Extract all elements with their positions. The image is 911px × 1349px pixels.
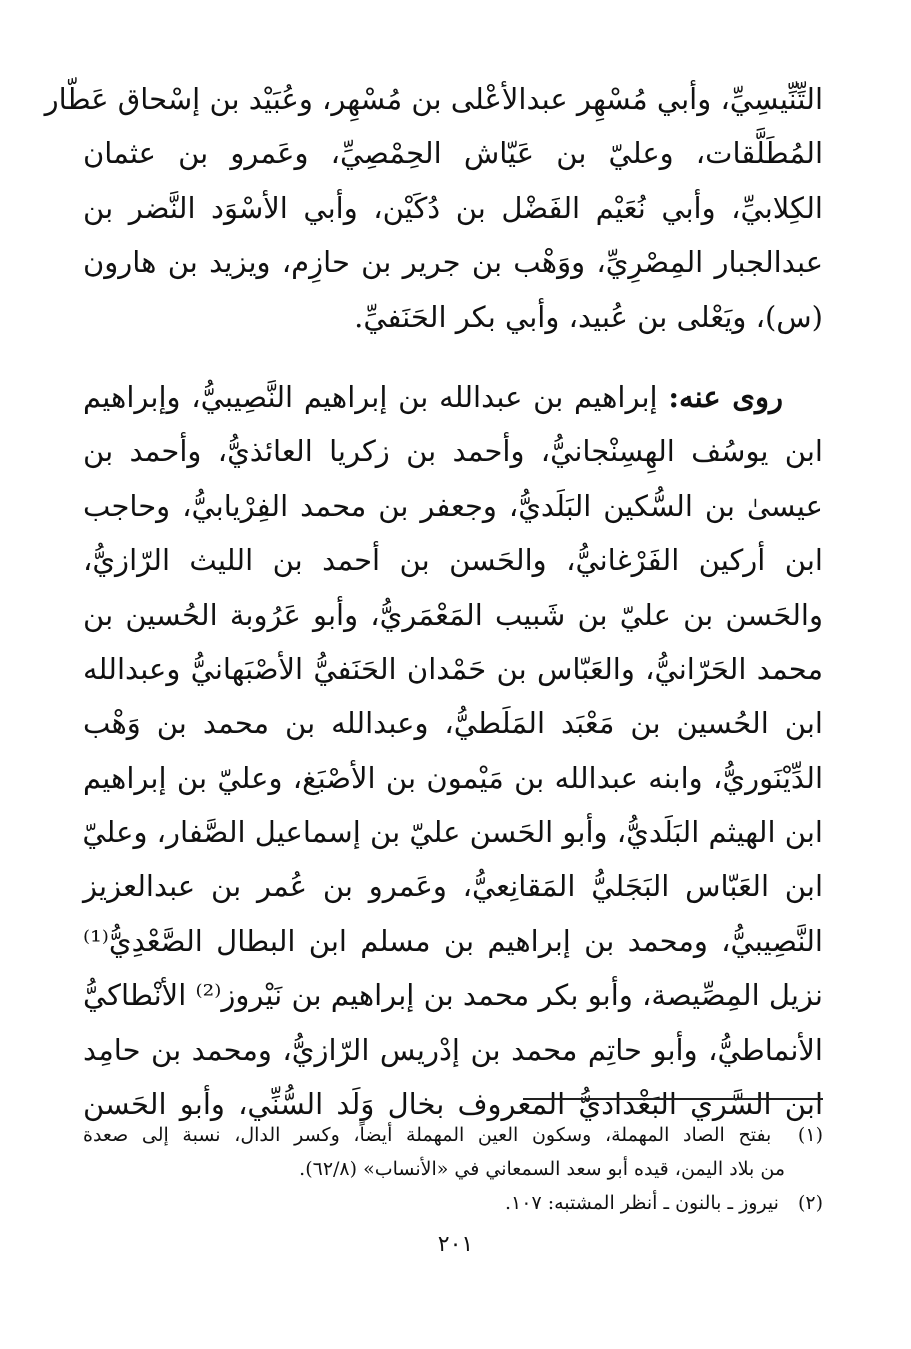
text-line: عبدالجبار المِصْرِيِّ، ووَهْب بن جرير بن حازِم، ويزيد بن هارون	[83, 245, 823, 280]
footnotes	[83, 1118, 823, 1220]
footnote-line	[83, 1118, 823, 1152]
text-line: الأنماطيُّ، وأبو حاتِم محمد بن إدْريس الرّازيُّ، ومحمد بن حامِد	[83, 1032, 823, 1067]
text-line: الكِلابيِّ، وأبي نُعَيْم الفَضْل بن دُكَيْن، وأبي الأسْوَد النَّضر بن	[83, 190, 823, 225]
text-line: عيسىٰ بن السُّكين البَلَديُّ، وجعفر بن محمد الفِرْيابيُّ، وحاجب	[83, 488, 823, 523]
footnote-number: (١)	[797, 1124, 823, 1146]
paragraph-1	[44, 72, 823, 344]
text-line: التِّنِّيسِيِّ، وأبي مُسْهِر عبدالأعْلى بن مُسْهِر، وعُبَيْد بن إسْحاق عَطّار	[44, 82, 823, 116]
paragraph-gap	[83, 344, 823, 370]
footnote-2	[83, 1186, 823, 1220]
main-text	[44, 72, 823, 1131]
text-line: ابن أركين الفَرْغانيُّ، والحَسن بن أحمد بن الليث الرّازيُّ،	[83, 543, 823, 578]
text-line: (س)، ويَعْلى بن عُبيد، وأبي بكر الحَنَفيِّ.	[354, 299, 823, 334]
text-line: ابن الحُسين بن مَعْبَد المَلَطيُّ، وعبدالله بن محمد بن وَهْب	[83, 706, 823, 741]
footnote-separator	[523, 1098, 823, 1100]
text-line: ابن يوسُف الهِسِنْجانيُّ، وأحمد بن زكريا العائذيُّ، وأحمد بن	[83, 434, 823, 469]
text-line: ابن العَبّاس البَجَليُّ المَقانِعيُّ، وعَمرو بن عُمر بن عبدالعزيز	[83, 869, 823, 904]
text-line: والحَسن بن عليّ بن شَبيب المَعْمَريُّ، وأبو عَرُوبة الحُسين بن	[83, 597, 823, 632]
text-line: المُطَلَّقات، وعليّ بن عَيّاش الحِمْصِيِّ، وعَمرو بن عثمان	[83, 136, 823, 171]
footnote-text: نيروز ـ بالنون ـ أنظر المشتبه: ١٠٧.	[504, 1192, 779, 1214]
text-line: النَّصِيبيُّ، ومحمد بن إبراهيم بن مسلم ابن البطال الصَّعْدِيُّ⁽¹⁾	[83, 923, 823, 958]
text-line: الدِّيْنَوريُّ، وابنه عبدالله بن مَيْمون بن الأصْبَغ، وعليّ بن إبراهيم	[83, 760, 823, 795]
text-run: إبراهيم بن عبدالله بن إبراهيم النَّصِيبيُّ، وإبراهيم	[83, 379, 669, 414]
footnote-line: من بلاد اليمن، قيده أبو سعد السمعاني في «الأنساب» (٦٢/٨).	[299, 1158, 785, 1180]
text-line: ابن السَّري البَغْداديُّ المعروف بخال وَلَد السُّنِّي، وأبو الحَسن	[83, 1087, 823, 1122]
text-line: نزيل المِصِّيصة، وأبو بكر محمد بن إبراهيم بن نَيْروز⁽²⁾ الأنْطاكيُّ	[83, 978, 823, 1013]
text-line: ابن الهيثم البَلَديُّ، وأبو الحَسن عليّ بن إسماعيل الصَّفار، وعليّ	[82, 815, 823, 850]
narrators-label: روى عنه:	[668, 379, 783, 414]
text-line	[83, 370, 823, 424]
footnote-number: (٢)	[797, 1192, 823, 1214]
page-number: ٢٠١	[437, 1232, 474, 1257]
footnote-1	[83, 1118, 823, 1186]
footnote-text: بفتح الصاد المهملة، وسكون العين المهملة أيضاً، وكسر الدال، نسبة إلى صعدة	[83, 1124, 772, 1146]
footnote-line	[83, 1186, 823, 1220]
paragraph-2	[83, 370, 823, 1131]
text-line: محمد الحَرّانيُّ، والعَبّاس بن حَمْدان الحَنَفيُّ الأصْبَهانيُّ وعبدالله	[83, 651, 823, 686]
